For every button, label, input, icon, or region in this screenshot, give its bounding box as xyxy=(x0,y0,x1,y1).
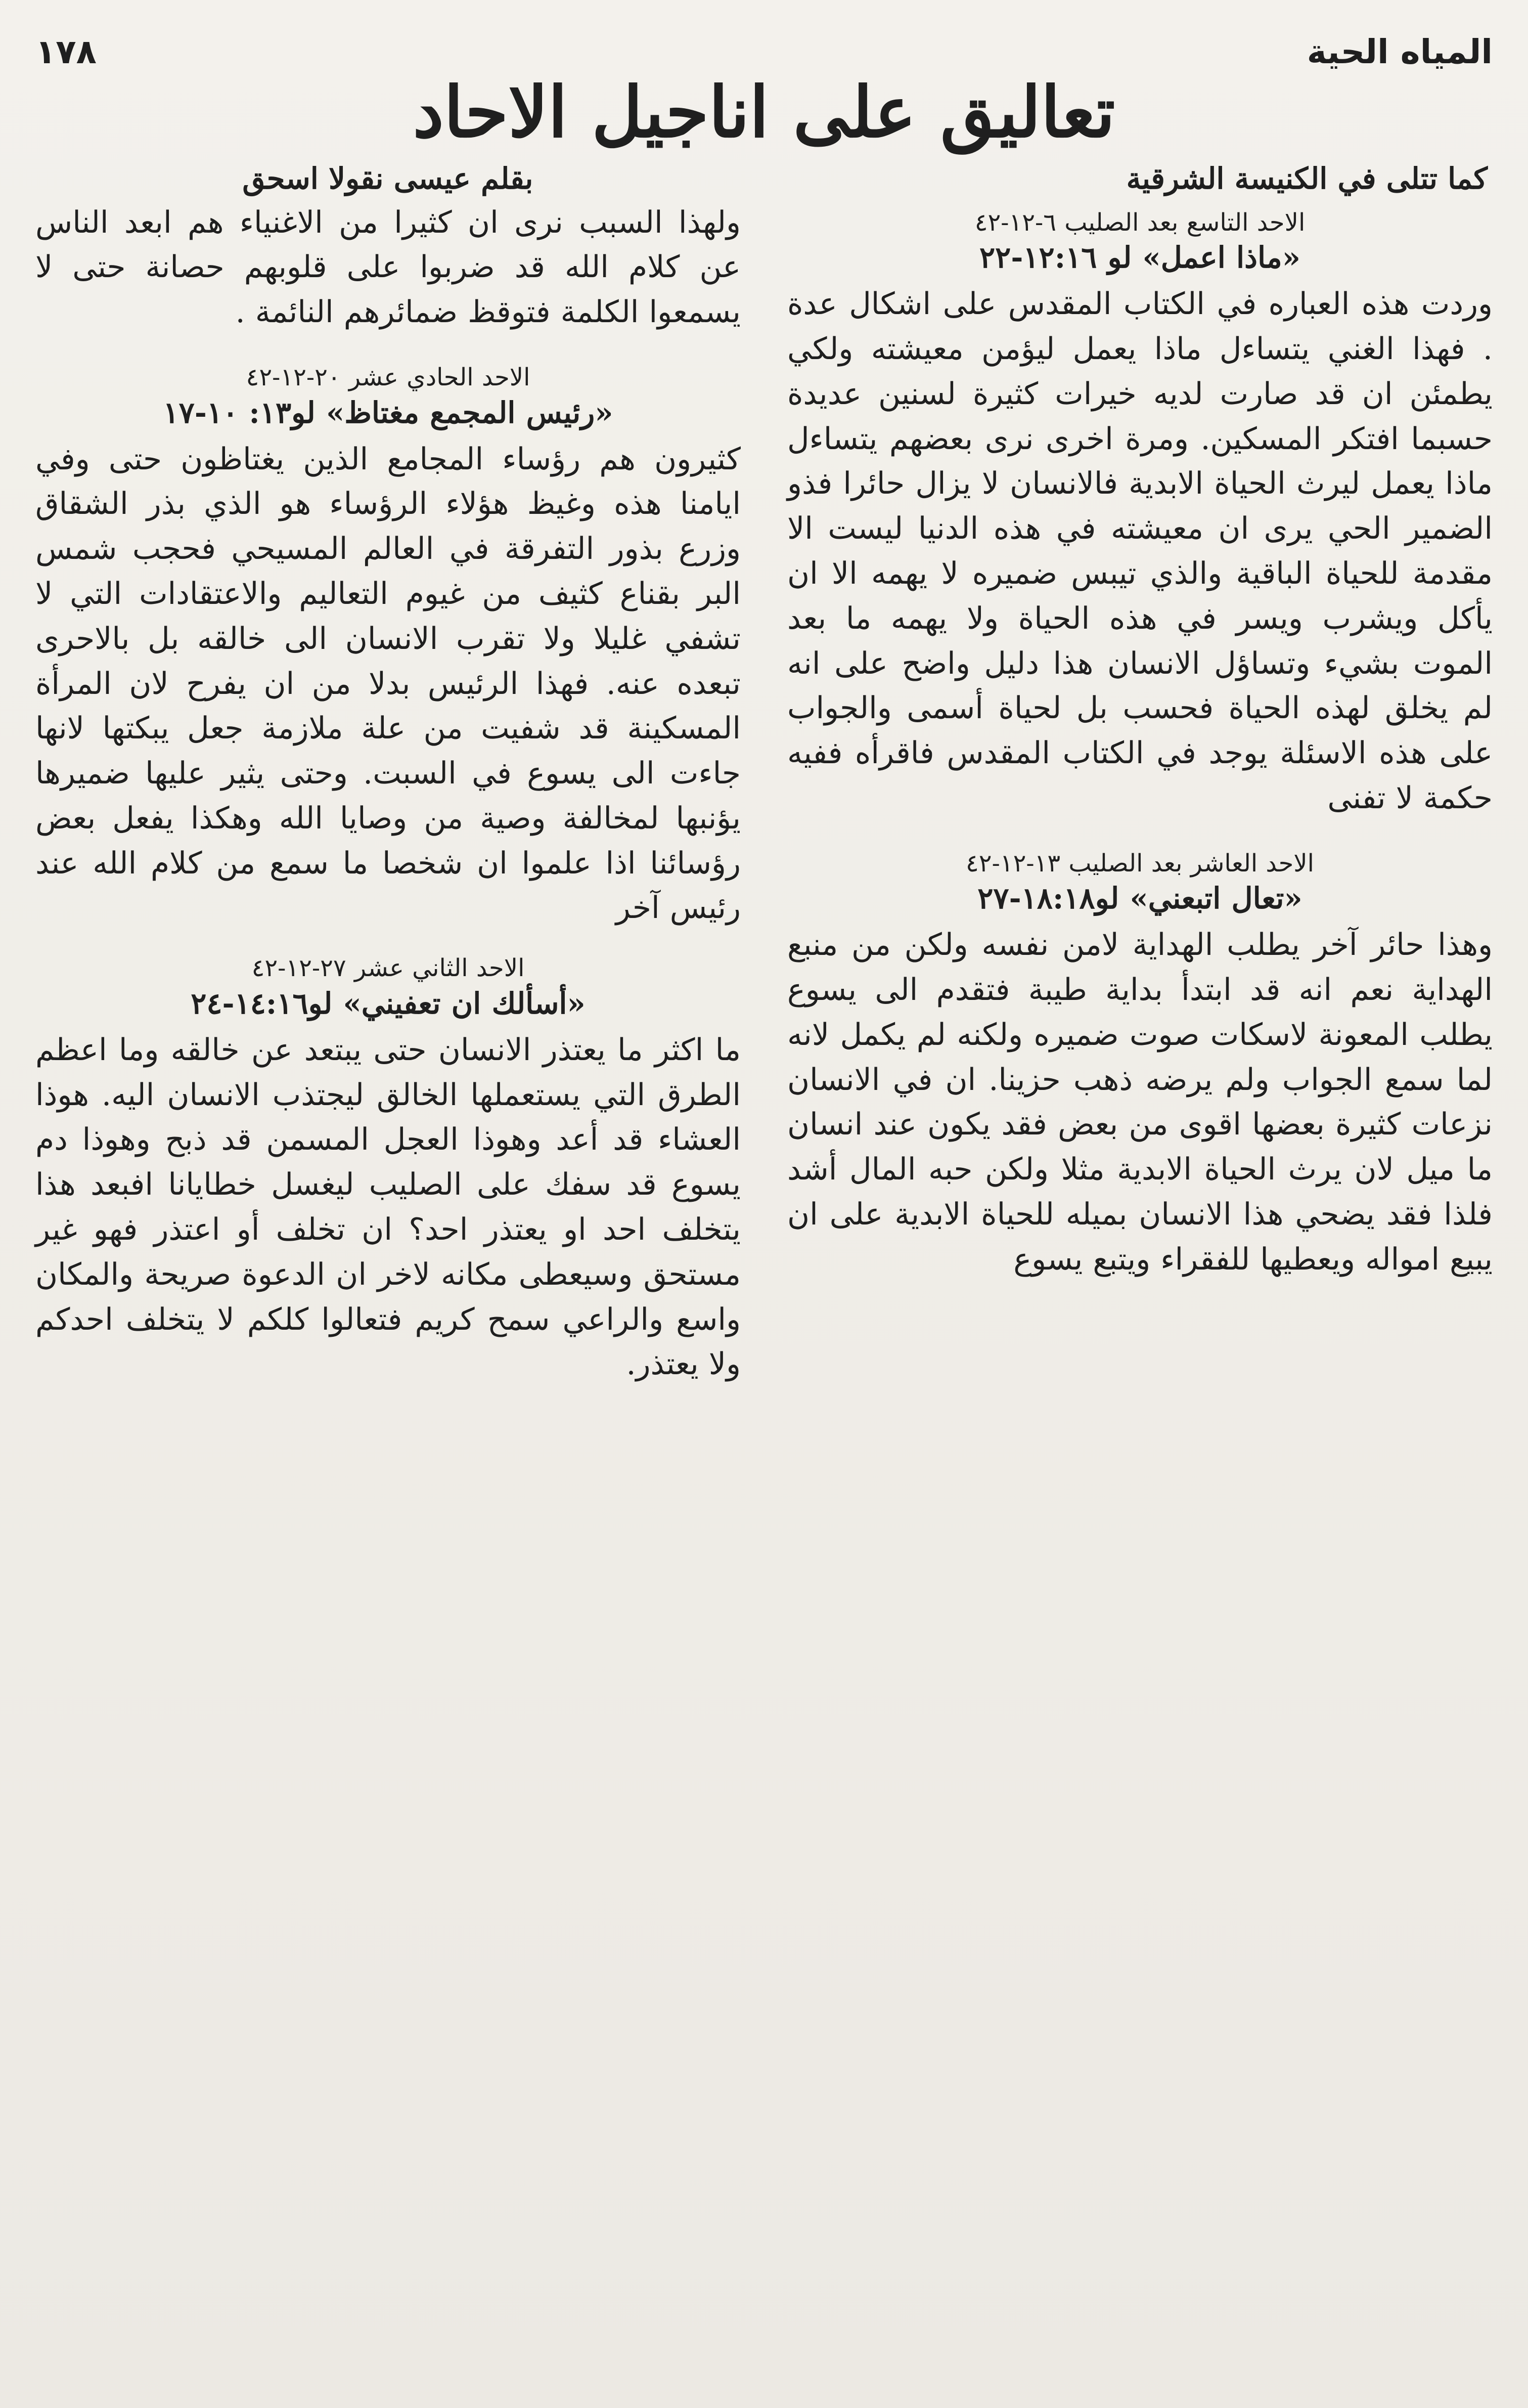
section-date: الاحد الحادي عشر ٢٠-١٢-٤٢ xyxy=(246,363,530,392)
right-column xyxy=(783,200,1493,1282)
section-paragraph: ما اكثر ما يعتذر الانسان حتى يبتعد عن خالقه وما اعظم الطرق التي يستعملها الخالق ليجتذب الانسان اليه. هوذا العشاء قد أعد وهوذا العجل المسمن قد ذبح وهوذا دم يسوع قد سفك على الصليب ليغسل خطايانا افبعد هذا يتخلف احد او يعتذر احد؟ ان تخلف أو اعتذر فهو غير مستحق وسيعطى مكانه لاخر ان الدعوة صريحة والمكان واسع والراعي سمح كريم فتعالوا كلكم لا يتخلف احدكم ولا يعتذر. xyxy=(35,1032,741,1382)
section-paragraph: وهذا حائر آخر يطلب الهداية لامن نفسه ولكن من منبع الهداية نعم انه قد ابتدأ بداية طيبة فتقدم الى يسوع يطلب المعونة لاسكات صوت ضميره ولكنه لم يكمل لانه لما سمع الجواب ولم يرضه ذهب حزينا. ان في الانسان نزعات كثيرة بعضها اقوى من بعض فقد يكون عند انسان ما ميل لان يرث الحياة الابدية مثلا ولكن حبه المال أشد فلذا فقد يضحي هذا الانسان بميله للحياة الابدية على ان يبيع امواله ويعطيها للفقراء ويتبع يسوع xyxy=(787,927,1493,1277)
section-heading-9 xyxy=(787,209,1493,275)
section-theme: «ماذا اعمل» لو ١٢:١٦-٢٢ xyxy=(979,240,1300,275)
section-spacer xyxy=(35,931,741,946)
article-title: تعاليق على اناجيل الاحاد xyxy=(413,71,1115,153)
section-date: الاحد التاسع بعد الصليب ٦-١٢-٤٢ xyxy=(974,208,1306,237)
article-columns xyxy=(35,200,1493,2360)
section-spacer xyxy=(35,335,741,355)
section-paragraph: كثيرون هم رؤساء المجامع الذين يغتاظون حتى وفي ايامنا هذه وغيظ هؤلاء الرؤساء هو الذي بذر الشقاق وزرع بذور التفرقة في العالم المسيحي فحجب شمس البر بقناع كثيف من غيوم التعاليم والاعتقادات التي لا تشفي غليلا ولا تقرب الانسان الى خالقه بل بالاحرى تبعده عنه. فهذا الرئيس بدلا من ان يفرح لان المرأة المسكينة قد شفيت من علة ملازمة جعل يبكتها لانها جاءت الى يسوع في السبت. وحتى يثير عليها ضميرها يؤنبها لمخالفة وصية من وصايا الله وهكذا يفعل بعض رؤسائنا اذا علموا ان شخصا ما سمع من كلام الله عند رئيس آخر xyxy=(35,441,741,926)
page-number: ١٧٨ xyxy=(35,32,97,71)
article-subtitle: كما تتلى في الكنيسة الشرقية xyxy=(1126,161,1488,196)
section-theme: «تعال اتبعني» لو١٨:١٨-٢٧ xyxy=(977,881,1302,916)
section-paragraph: وردت هذه العباره في الكتاب المقدس على اشكال عدة . فهذا الغني يتساءل ماذا يعمل ليؤمن معيشته ولكي يطمئن ان قد صارت لديه خيرات كثيرة لسنين عديدة حسبما افتكر المسكين. ومرة اخرى نرى بعضهم يتساءل ماذا يعمل ليرث الحياة الابدية فالانسان لا يزال حائرا فذو الضمير الحي يرى ان معيشته في هذه الدنيا ليست الا مقدمة للحياة الباقية والذي تيبس ضميره لا يهمه الا ان يأكل ويشرب ويسر في هذه الحياة ولا يهمه ما بعد الموت بشيء وتساؤل الانسان هذا دليل واضح على انه لم يخلق لهذه الحياة فحسب بل لحياة أسمى والجواب على هذه الاسئلة يوجد في الكتاب المقدس فاقرأه ففيه حكمة لا تفنى xyxy=(787,286,1493,816)
section-date: الاحد العاشر بعد الصليب ١٣-١٢-٤٢ xyxy=(966,849,1314,878)
section-date: الاحد الثاني عشر ٢٧-١٢-٤٢ xyxy=(251,954,525,983)
section-heading-12 xyxy=(35,955,741,1020)
intro-paragraph: ولهذا السبب نرى ان كثيرا من الاغنياء هم ابعد الناس عن كلام الله قد ضربوا على قلوبهم حصانة حتى لا يسمعوا الكلمة فتوقظ ضمائرهم النائمة . xyxy=(35,204,741,330)
section-theme: «أسألك ان تعفيني» لو١٤:١٦-٢٤ xyxy=(191,986,586,1021)
section-heading-11 xyxy=(35,364,741,429)
section-spacer xyxy=(787,821,1493,841)
section-heading-10 xyxy=(787,850,1493,915)
article-subtitles xyxy=(35,163,1493,194)
section-theme: «رئيس المجمع مغتاظ» لو١٣: ١٠-١٧ xyxy=(163,395,613,430)
left-column xyxy=(35,200,745,1387)
magazine-title: المياه الحية xyxy=(1307,32,1493,71)
article-author: بقلم عيسى نقولا اسحق xyxy=(242,161,533,196)
